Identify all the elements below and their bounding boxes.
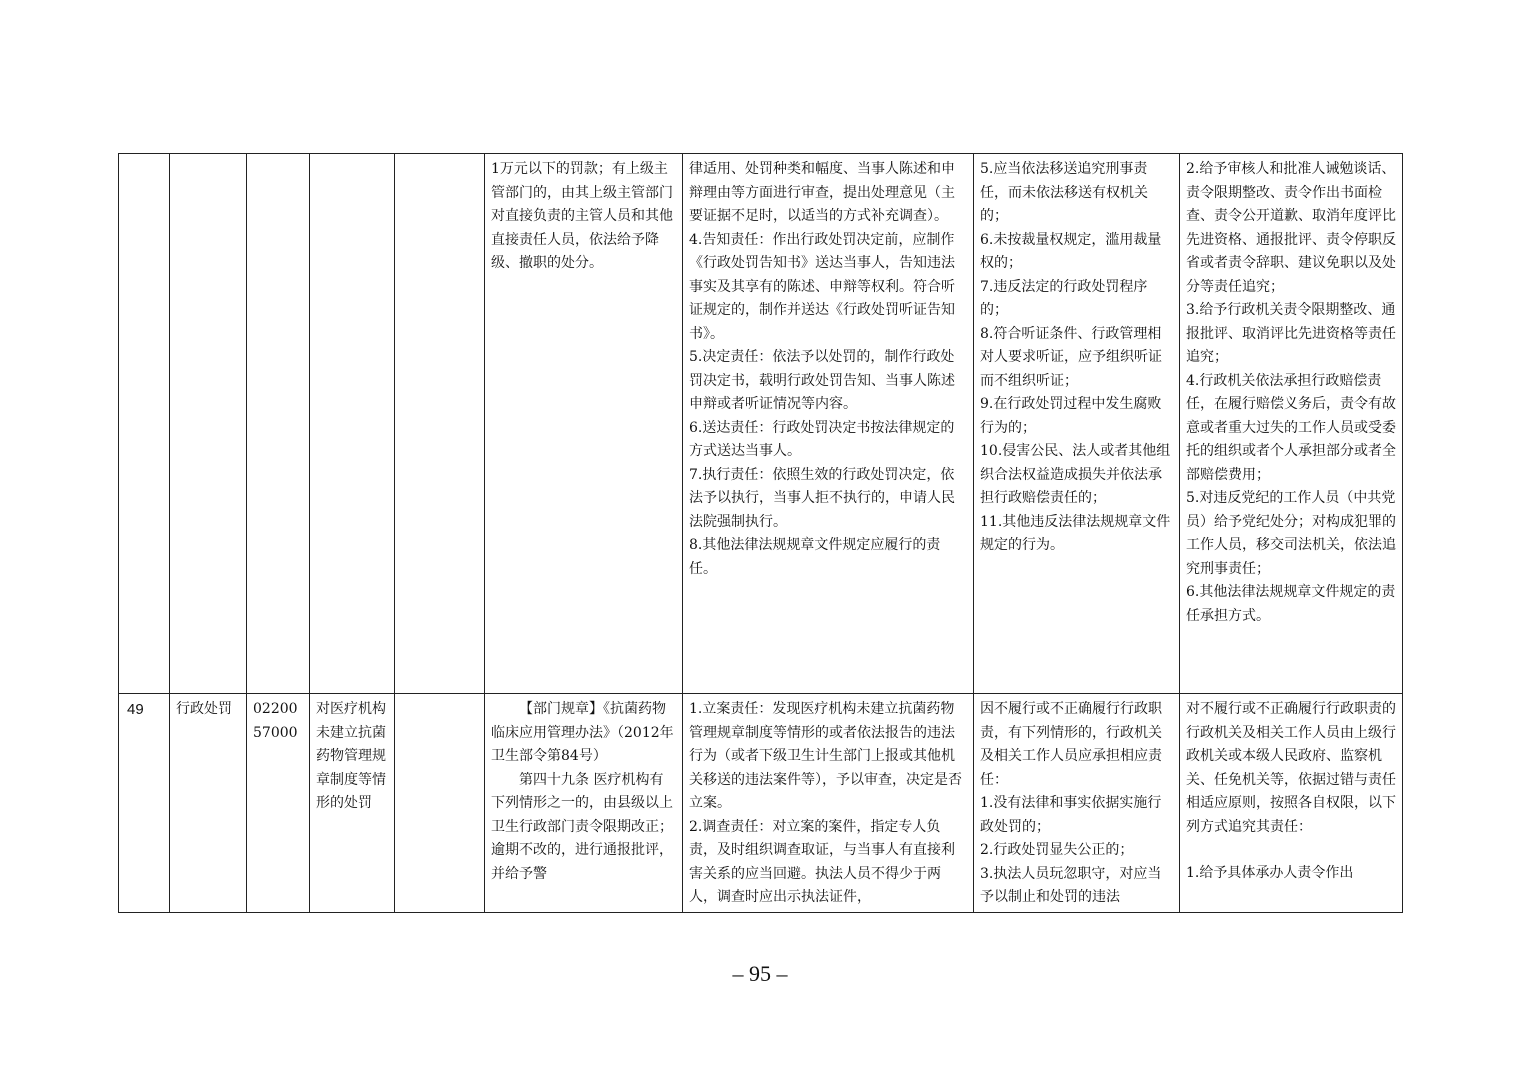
penalty-paragraph: 6.其他法律法规规章文件规定的责任承担方式。 [1186,584,1396,624]
page-number: – 95 – [732,961,788,986]
responsibility-paragraph: 2.调查责任：对立案的案件，指定专人负责，及时组织调查取证，与当事人有直接利害关系的应当回避。执法人员不得少于两人，调查时应出示执法证件， [689,818,955,905]
code-cell [247,154,310,694]
table-row [119,154,1403,694]
penalty-paragraph: 4.行政机关依法承担行政赔偿责任，在履行赔偿义务后，责令有故意或者重大过失的工作人员或受委托的组织或者个人承担部分或者全部赔偿费用； [1186,372,1396,483]
responsibility-paragraph: 6.送达责任：行政处罚决定书按法律规定的方式送达当事人。 [689,419,955,459]
sub-item-cell [395,694,485,913]
accountability-paragraph: 1.没有法律和事实依据实施行政处罚的； [980,795,1162,835]
penalty-paragraph [1186,839,1397,862]
accountability-paragraph: 8.符合听证条件、行政管理相对人要求听证，应予组织听证而不组织听证； [980,325,1162,389]
accountability-paragraph: 9.在行政处罚过程中发生腐败行为的； [980,396,1162,436]
basis-paragraph: 【部门规章】《抗菌药物临床应用管理办法》（2012年卫生部令第84号） [491,701,674,764]
basis-cell [485,694,683,913]
seq-cell: 49 [119,694,170,913]
penalty-cell [1180,694,1403,913]
penalty-paragraph: 3.给予行政机关责令限期整改、通报批评、取消评比先进资格等责任追究； [1186,302,1396,365]
penalty-paragraph: 2.给予审核人和批准人诫勉谈话、责令限期整改、责令作出书面检查、责令公开道歉、取消年度评比先进资格、通报批评、责令停职反省或者责令辞职、建议免职以及处分等责任追究； [1186,161,1396,295]
accountability-paragraph: 3.执法人员玩忽职守，对应当予以制止和处罚的违法 [980,865,1162,905]
responsibility-paragraph: 律适用、处罚种类和幅度、当事人陈述和申辩理由等方面进行审查，提出处理意见（主要证据不足时，以适当的方式补充调查）。 [689,161,955,224]
basis-paragraph: 1万元以下的罚款；有上级主管部门的，由其上级主管部门对直接负责的主管人员和其他直接责任人员，依法给予降级、撤职的处分。 [491,161,673,271]
penalty-paragraph: 5.对违反党纪的工作人员（中共党员）给予党纪处分；对构成犯罪的工作人员，移交司法机关，依法追究刑事责任； [1186,490,1396,577]
accountability-paragraph: 因不履行或不正确履行行政职责，有下列情形的，行政机关及相关工作人员应承担相应责任： [980,701,1162,788]
responsibility-paragraph: 1.立案责任：发现医疗机构未建立抗菌药物管理规章制度等情形的或者依法报告的违法行为（或者下级卫生计生部门上报或其他机关移送的违法案件等），予以审查，决定是否立案。 [689,701,962,811]
item-name-cell: 对医疗机构未建立抗菌药物管理规章制度等情形的处罚 [310,694,395,913]
accountability-paragraph: 5.应当依法移送追究刑事责任，而未依法移送有权机关的； [980,161,1148,224]
penalty-paragraph: 对不履行或不正确履行行政职责的行政机关及相关工作人员由上级行政机关或本级人民政府、监察机关、任免机关等，依据过错与责任相适应原则，按照各自权限，以下列方式追究其责任： [1186,701,1396,835]
code-cell: 0220057000 [247,694,310,913]
table-row [119,694,1403,913]
item-name-cell [310,154,395,694]
category-cell: 行政处罚 [170,694,247,913]
basis-cell [485,154,683,694]
accountability-paragraph: 2.行政处罚显失公正的； [980,842,1134,858]
accountability-cell [974,694,1180,913]
penalty-cell [1180,154,1403,694]
category-cell [170,154,247,694]
sub-item-cell [395,154,485,694]
responsibility-paragraph: 4.告知责任：作出行政处罚决定前，应制作《行政处罚告知书》送达当事人，告知违法事实及其享有的陈述、申辩等权利。符合听证规定的，制作并送达《行政处罚听证告知书》。 [689,231,955,342]
penalty-paragraph: 1.给予具体承办人责令作出 [1186,865,1354,881]
seq-cell [119,154,170,694]
accountability-cell [974,154,1180,694]
responsibility-cell [683,154,974,694]
responsibility-table [118,153,1403,913]
responsibility-paragraph: 7.执行责任：依照生效的行政处罚决定，依法予以执行，当事人拒不执行的，申请人民法院强制执行。 [689,466,955,530]
responsibility-paragraph: 8.其他法律法规规章文件规定应履行的责任。 [689,537,941,577]
accountability-paragraph: 7.违反法定的行政处罚程序的； [980,278,1148,318]
accountability-paragraph: 6.未按裁量权规定，滥用裁量权的； [980,231,1162,271]
responsibility-paragraph: 5.决定责任：依法予以处罚的，制作行政处罚决定书，载明行政处罚告知、当事人陈述申辩或者听证情况等内容。 [689,349,955,412]
accountability-paragraph: 11.其他违反法律法规规章文件规定的行为。 [980,513,1171,553]
accountability-paragraph: 10.侵害公民、法人或者其他组织合法权益造成损失并依法承担行政赔偿责任的； [980,443,1171,506]
basis-paragraph: 第四十九条 医疗机构有下列情形之一的，由县级以上卫生行政部门责令限期改正；逾期不改的，进行通报批评，并给予警 [491,771,673,882]
responsibility-cell [683,694,974,913]
